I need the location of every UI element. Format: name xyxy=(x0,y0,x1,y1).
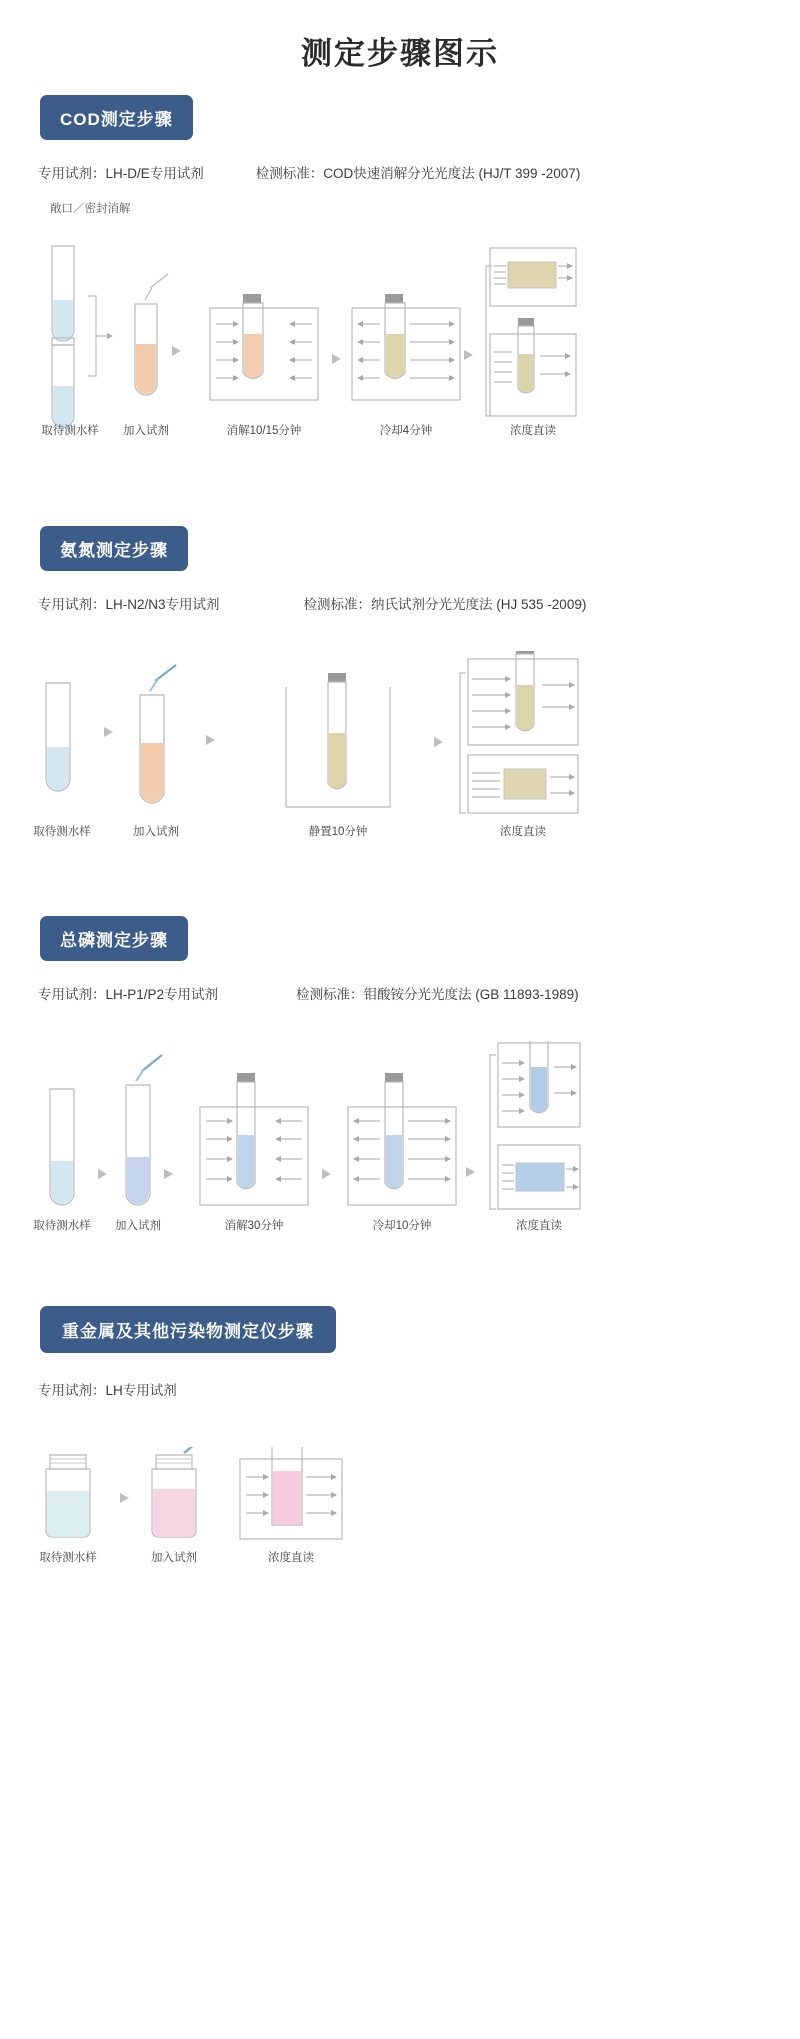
diagram-heavy-metal xyxy=(0,1447,800,1587)
tube-add-reagent xyxy=(126,1055,162,1205)
meta-row-phosphorus xyxy=(38,983,800,1003)
digestion-block-1 xyxy=(210,294,318,400)
diagram-svg-cod xyxy=(0,226,800,476)
caption-phosphorus-0: 取待测水样 xyxy=(33,1220,91,1232)
caption-phosphorus-2: 消解30分钟 xyxy=(224,1220,284,1232)
section-cod xyxy=(0,95,800,476)
standard-label-ammonia xyxy=(304,593,587,613)
reagent-label-heavy-metal xyxy=(38,1379,177,1399)
reagent-label-text: 专用试剂： xyxy=(38,597,106,612)
section-badge-ammonia: 氨氮测定步骤 xyxy=(40,526,188,571)
standard-label-phosphorus xyxy=(296,983,579,1003)
reagent-value-text: LH-N2/N3专用试剂 xyxy=(105,597,220,612)
meta-row-ammonia xyxy=(38,593,800,613)
section-ammonia xyxy=(0,526,800,866)
page-title: 测定步骤图示 xyxy=(301,36,499,71)
reagent-label-text: 专用试剂： xyxy=(38,987,106,1002)
bottle-sample xyxy=(46,1455,90,1537)
diagram-phosphorus xyxy=(0,1041,800,1256)
tube-add-reagent xyxy=(140,665,176,803)
meta-row-cod xyxy=(38,162,800,182)
spacer-1 xyxy=(0,484,800,526)
section-badge-cod: COD测定步骤 xyxy=(40,95,193,140)
reagent-label-text: 专用试剂： xyxy=(38,1383,106,1398)
caption-cod-1: 加入试剂 xyxy=(123,425,169,437)
bottle-add-reagent xyxy=(152,1447,204,1537)
caption-cod-0: 取待测水样 xyxy=(41,425,99,437)
standard-label-text: 检测标准： xyxy=(296,987,364,1002)
spacer-3 xyxy=(0,1264,800,1306)
caption-heavy-metal-2: 浓度直读 xyxy=(268,1552,314,1564)
caption-heavy-metal-0: 取待测水样 xyxy=(39,1552,97,1564)
meta-gap xyxy=(218,983,296,1003)
meta-gap xyxy=(220,593,304,613)
standard-label-text: 检测标准： xyxy=(303,597,372,612)
caption-cod-4: 浓度直读 xyxy=(510,425,556,437)
reagent-label-text: 专用试剂： xyxy=(38,166,106,181)
reagent-label-ammonia xyxy=(38,593,220,613)
tube-sample xyxy=(46,683,70,791)
caption-heavy-metal-1: 加入试剂 xyxy=(151,1552,197,1564)
cooling-block xyxy=(348,1073,456,1205)
meta-row-heavy-metal xyxy=(38,1379,800,1399)
reader-block xyxy=(240,1447,342,1539)
section-phosphorus xyxy=(0,916,800,1256)
reagent-value-text: LH-D/E专用试剂 xyxy=(105,166,204,181)
section-badge-heavy-metal: 重金属及其他污染物测定仪步骤 xyxy=(40,1306,336,1353)
tube-sample xyxy=(50,1089,74,1205)
diagram-svg-heavy-metal xyxy=(0,1447,800,1587)
standard-label-text: 检测标准： xyxy=(255,166,324,181)
tube-sample-open xyxy=(52,246,74,341)
reader-bottom xyxy=(468,755,578,813)
tube-add-reagent xyxy=(135,274,168,395)
diagram-cod xyxy=(0,226,800,476)
caption-phosphorus-1: 加入试剂 xyxy=(115,1220,161,1232)
rest-beaker xyxy=(286,673,390,807)
tube-sample-sealed xyxy=(52,338,74,427)
reagent-label-phosphorus xyxy=(38,983,218,1003)
reader-bottom xyxy=(490,318,576,416)
cooling-block-1 xyxy=(352,294,460,400)
caption-ammonia-3: 浓度直读 xyxy=(500,826,546,838)
reader-top xyxy=(490,248,576,306)
caption-ammonia-2: 静置10分钟 xyxy=(308,826,368,838)
reagent-value-text: LH-P1/P2专用试剂 xyxy=(105,987,219,1002)
caption-cod-3: 冷却4分钟 xyxy=(379,425,433,437)
spacer-2 xyxy=(0,874,800,916)
section-badge-phosphorus: 总磷测定步骤 xyxy=(40,916,188,961)
meta-gap xyxy=(204,162,256,182)
caption-phosphorus-3: 冷却10分钟 xyxy=(372,1220,432,1232)
caption-cod-2: 消解10/15分钟 xyxy=(226,425,302,437)
caption-phosphorus-4: 浓度直读 xyxy=(516,1220,562,1232)
diagram-ammonia xyxy=(0,651,800,866)
digestion-block xyxy=(200,1073,308,1205)
caption-ammonia-1: 加入试剂 xyxy=(133,826,179,838)
reader-top xyxy=(498,1041,580,1127)
reagent-label-cod xyxy=(38,162,204,182)
reader-top xyxy=(468,651,578,745)
section-heavy-metal xyxy=(0,1306,800,1587)
reagent-value-text: LH专用试剂 xyxy=(105,1383,177,1398)
standard-value-text: 纳氏试剂分光光度法 (HJ 535 -2009) xyxy=(371,597,587,612)
standard-label-cod xyxy=(256,162,581,182)
standard-value-text: COD快速消解分光光度法 (HJ/T 399 -2007) xyxy=(323,166,581,181)
standard-value-text: 钼酸铵分光光度法 (GB 11893-1989) xyxy=(363,987,579,1002)
caption-ammonia-0: 取待测水样 xyxy=(33,826,91,838)
reader-bottom xyxy=(498,1145,580,1209)
sublabel-cod: 敞口／密封消解 xyxy=(50,203,131,215)
